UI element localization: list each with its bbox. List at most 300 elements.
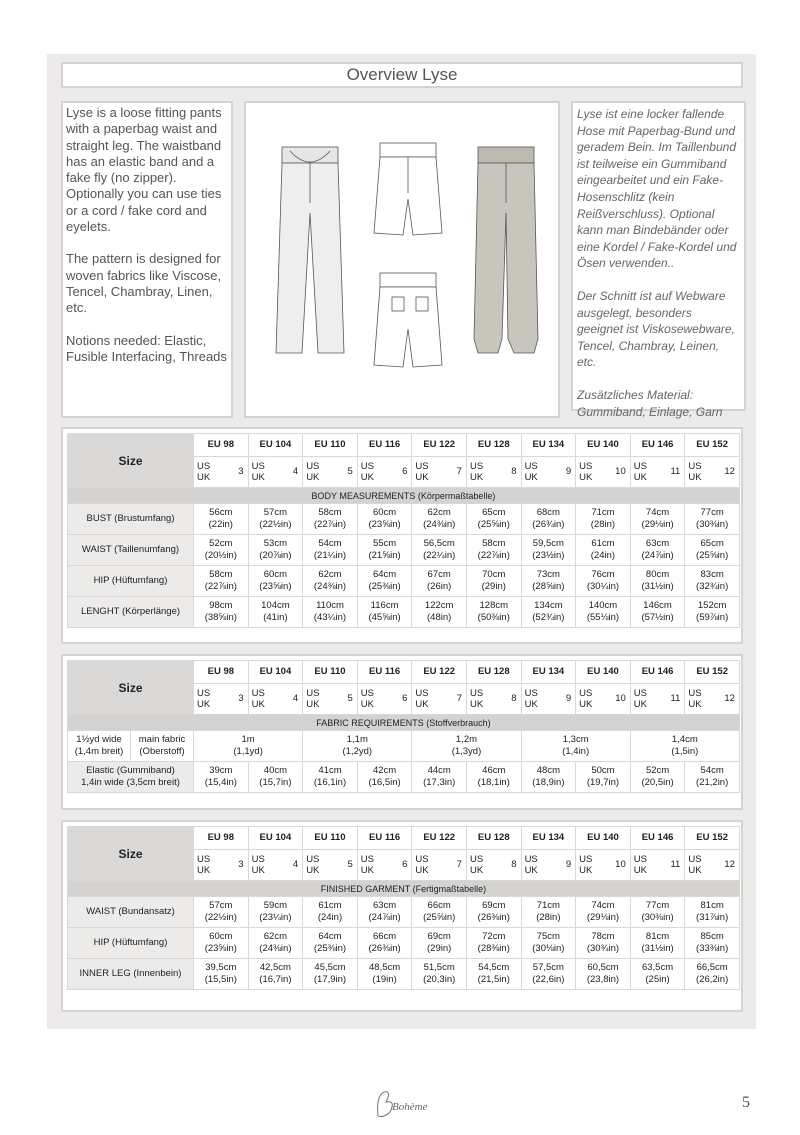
measurement-cell — [576, 762, 631, 793]
size-us-uk — [521, 850, 576, 881]
value-in: (45⅝in) — [368, 612, 401, 623]
us-label: US — [197, 461, 211, 472]
us-size-number: 6 — [402, 859, 408, 870]
measurement-cell — [630, 566, 685, 597]
us-label: US — [415, 854, 429, 865]
value-cm: 1,4cm — [671, 734, 698, 745]
size-us-uk — [576, 684, 631, 715]
value-in: (50⅜in) — [477, 612, 510, 623]
value-cm: 60,5cm — [587, 962, 619, 973]
us-size-number: 6 — [402, 466, 408, 477]
value-cm: 41cm — [318, 765, 342, 776]
measurement-cell — [194, 959, 249, 990]
size-eu: EU 110 — [303, 661, 358, 684]
value-cm: 56,5cm — [423, 538, 455, 549]
measurement-cell — [576, 535, 631, 566]
value-cm: 52cm — [645, 765, 670, 776]
description-de-3: Zusätzliches Material: Gummiband, Einlage, Garn — [577, 387, 723, 419]
measurement-cell — [194, 928, 249, 959]
size-us-uk — [685, 684, 740, 715]
measurement-cell — [630, 535, 685, 566]
size-us-uk — [630, 684, 685, 715]
value-cm: 42,5cm — [259, 962, 291, 973]
value-cm: 72cm — [482, 931, 506, 942]
us-label: US — [633, 688, 647, 699]
value-in: (20½in) — [204, 550, 237, 561]
value-cm: 54cm — [318, 538, 342, 549]
value-in: (23,8in) — [586, 974, 620, 985]
size-us-uk — [466, 850, 521, 881]
value-cm: 83cm — [700, 569, 724, 580]
value-cm: 122cm — [424, 600, 454, 611]
uk-label: UK — [469, 865, 484, 876]
value-cm: 63cm — [372, 900, 397, 911]
value-in: (25⅝in) — [696, 550, 729, 561]
uk-label: UK — [633, 472, 647, 483]
measurement-cell — [630, 762, 685, 793]
measurement-cell — [466, 959, 521, 990]
size-us-uk — [194, 684, 249, 715]
value-cm: 39cm — [209, 765, 233, 776]
description-de-1: Lyse ist eine locker fallende Hose mit Paperbag-Bund und geradem Bein. Im Taillenbund ist teilweise ein Gummiband eingearbeitet und ein Fake-Hosenschlitz (kein Reißverschluss). Optional kann man Bindebänder oder eine Kordel / Fake-Kordel und Ösen verwenden.. — [577, 107, 737, 271]
measurement-cell — [357, 504, 412, 535]
uk-label: UK — [469, 699, 484, 710]
value-in: (23⅝in) — [259, 581, 292, 592]
size-eu: EU 122 — [412, 661, 467, 684]
row-label — [68, 762, 194, 793]
measurement-cell — [685, 535, 740, 566]
measurement-cell — [303, 504, 358, 535]
size-us-uk — [357, 457, 412, 488]
value-in: (20,5in) — [641, 777, 674, 788]
us-size-number: 8 — [511, 693, 517, 704]
value-cm: 51,5cm — [423, 962, 455, 973]
us-size-number: 7 — [456, 859, 462, 870]
size-eu: EU 134 — [521, 434, 576, 457]
uk-label: UK — [688, 699, 702, 710]
value-in: (28in) — [536, 912, 561, 923]
value-in: (57½in) — [641, 612, 674, 623]
size-us-uk — [194, 850, 249, 881]
value-cm: 74cm — [645, 507, 670, 518]
row-label-line: INNER LEG (Innenbein) — [79, 968, 182, 979]
us-size-number: 12 — [724, 859, 735, 870]
size-eu: EU 116 — [357, 827, 412, 850]
value-in: (21¼in) — [313, 550, 347, 561]
uk-label: UK — [360, 865, 374, 876]
size-eu: EU 110 — [303, 827, 358, 850]
size-eu: EU 128 — [466, 661, 521, 684]
section-header: FABRIC REQUIREMENTS (Stoffverbrauch) — [68, 715, 740, 731]
size-us-uk — [630, 457, 685, 488]
us-size-number: 10 — [615, 859, 626, 870]
uk-label: UK — [197, 699, 211, 710]
value-cm: 77cm — [700, 507, 724, 518]
size-eu: EU 128 — [466, 434, 521, 457]
size-eu: EU 134 — [521, 661, 576, 684]
measurement-cell — [303, 566, 358, 597]
description-german — [571, 101, 746, 419]
value-cm: 60cm — [263, 569, 287, 580]
measurement-cell — [412, 566, 467, 597]
value-in: (19,7in) — [586, 777, 620, 788]
logo-text: Bohème — [392, 1101, 428, 1113]
value-cm: 61cm — [318, 900, 342, 911]
value-in: (31½in) — [641, 943, 674, 954]
us-size-number: 3 — [238, 466, 244, 477]
size-us-uk — [521, 457, 576, 488]
size-us-uk — [357, 850, 412, 881]
measurement-cell — [248, 762, 303, 793]
value-in: (19in) — [372, 974, 397, 985]
value-cm: 71cm — [536, 900, 560, 911]
us-label: US — [579, 461, 593, 472]
uk-label: UK — [360, 472, 374, 483]
size-us-uk — [194, 457, 249, 488]
uk-label: UK — [633, 699, 647, 710]
measurement-cell — [303, 928, 358, 959]
row-label-line: HIP (Hüftumfang) — [93, 575, 168, 586]
measurement-cell — [466, 535, 521, 566]
value-cm: 44cm — [427, 765, 451, 776]
uk-label: UK — [415, 699, 429, 710]
body-measurements-box — [61, 427, 743, 644]
value-cm: 85cm — [700, 931, 724, 942]
value-cm: 1,3cm — [562, 734, 589, 745]
value-in: (16,7in) — [259, 974, 292, 985]
measurement-cell — [466, 504, 521, 535]
us-size-number: 12 — [724, 693, 735, 704]
us-size-number: 5 — [347, 693, 353, 704]
value-in: (30¼in) — [586, 581, 620, 592]
uk-label: UK — [524, 472, 538, 483]
measurement-cell — [521, 959, 576, 990]
value-cm: 1,2m — [455, 734, 478, 745]
measurement-cell — [466, 897, 521, 928]
us-size-number: 5 — [347, 859, 353, 870]
value-cm: 46cm — [482, 765, 506, 776]
label-line: main fabric — [138, 734, 186, 745]
measurement-cell — [685, 928, 740, 959]
value-in: (1,3yd) — [451, 746, 482, 757]
value-in: (1,1yd) — [233, 746, 263, 757]
value-cm: 66cm — [427, 900, 451, 911]
value-in: (16,1in) — [313, 777, 347, 788]
size-label: Size — [68, 434, 194, 488]
us-label: US — [306, 688, 320, 699]
technical-drawings — [244, 101, 560, 418]
shorts-front-drawing — [374, 143, 442, 235]
value-cm: 128cm — [479, 600, 509, 611]
value-cm: 62cm — [427, 507, 451, 518]
measurement-cell — [194, 504, 249, 535]
us-size-number: 6 — [402, 693, 408, 704]
us-label: US — [306, 461, 320, 472]
label-line: (Oberstoff) — [139, 746, 185, 757]
size-eu: EU 104 — [248, 827, 303, 850]
value-in: (21,5in) — [477, 974, 510, 985]
value-cm: 62cm — [318, 569, 342, 580]
measurement-cell — [630, 597, 685, 628]
value-in: (22in) — [208, 519, 233, 530]
us-size-number: 10 — [615, 693, 626, 704]
finished-garment-table — [67, 826, 740, 990]
us-size-number: 9 — [565, 466, 572, 477]
value-cm: 54cm — [700, 765, 724, 776]
value-cm: 66,5cm — [696, 962, 728, 973]
value-in: (15,7in) — [259, 777, 292, 788]
value-in: (20,3in) — [423, 974, 456, 985]
size-eu: EU 98 — [194, 434, 249, 457]
size-eu: EU 146 — [630, 661, 685, 684]
size-us-uk — [685, 457, 740, 488]
uk-label: UK — [251, 865, 265, 876]
value-in: (52¾in) — [532, 612, 565, 623]
measurement-cell — [685, 897, 740, 928]
value-cm: 140cm — [588, 600, 618, 611]
value-cm: 57cm — [263, 507, 287, 518]
measurement-cell — [248, 535, 303, 566]
us-label: US — [688, 854, 702, 865]
value-in: (26¾in) — [532, 519, 565, 530]
us-label: US — [469, 688, 484, 699]
value-in: (26⅜in) — [368, 943, 401, 954]
measurement-cell — [412, 504, 467, 535]
value-in: (30⅜in) — [641, 912, 674, 923]
size-us-uk — [357, 684, 412, 715]
value-cm: 76cm — [591, 569, 615, 580]
size-eu: EU 98 — [194, 661, 249, 684]
measurement-cell — [576, 597, 631, 628]
row-label — [68, 959, 194, 990]
value-cm: 65cm — [482, 507, 506, 518]
uk-label: UK — [579, 865, 593, 876]
uk-label: UK — [633, 865, 647, 876]
measurement-cell — [357, 762, 412, 793]
us-label: US — [688, 688, 702, 699]
value-in: (32¾in) — [696, 581, 729, 592]
body-measurements-table — [67, 433, 740, 628]
value-in: (28⅝in) — [532, 581, 565, 592]
us-size-number: 8 — [511, 859, 517, 870]
us-label: US — [360, 854, 374, 865]
value-cm: 61cm — [591, 538, 615, 549]
size-eu: EU 116 — [357, 661, 412, 684]
value-in: (43¼in) — [313, 612, 347, 623]
size-us-uk — [521, 684, 576, 715]
us-size-number: 8 — [511, 466, 517, 477]
measurement-cell — [521, 762, 576, 793]
value-cm: 110cm — [316, 600, 344, 611]
measurement-cell — [576, 959, 631, 990]
value-in: (23½in) — [532, 550, 565, 561]
fabric-width-label — [68, 731, 131, 762]
value-cm: 65cm — [700, 538, 724, 549]
value-in: (38⅝in) — [204, 612, 237, 623]
us-size-number: 4 — [292, 466, 299, 477]
size-us-uk — [630, 850, 685, 881]
description-en-2: The pattern is designed for woven fabrics like Viscose, Tencel, Chambray, Linen, etc. — [66, 251, 222, 316]
measurement-cell — [357, 897, 412, 928]
measurement-cell — [412, 762, 467, 793]
value-cm: 74cm — [591, 900, 615, 911]
long-pants-front-drawing — [276, 147, 344, 353]
value-in: (55⅛in) — [586, 612, 620, 623]
value-in: (29in) — [481, 581, 506, 592]
description-en-3: Notions needed: Elastic, Fusible Interfacing, Threads — [66, 332, 227, 364]
value-cm: 56cm — [209, 507, 233, 518]
value-cm: 58cm — [482, 538, 506, 549]
section-header: FINISHED GARMENT (Fertigmaßtabelle) — [68, 881, 740, 897]
value-in: (24⅞in) — [641, 550, 674, 561]
us-size-number: 7 — [456, 693, 462, 704]
row-label-line: WAIST (Taillenumfang) — [81, 544, 180, 555]
value-cm: 55cm — [372, 538, 397, 549]
shorts-back-drawing — [374, 273, 442, 367]
measurement-cell — [303, 897, 358, 928]
value-in: (23¼in) — [259, 912, 292, 923]
value-cm: 60cm — [372, 507, 397, 518]
row-label — [68, 504, 194, 535]
value-cm: 60cm — [209, 931, 233, 942]
value-cm: 39,5cm — [205, 962, 237, 973]
value-cm: 78cm — [591, 931, 615, 942]
fabric-requirements-table — [67, 660, 740, 793]
us-label: US — [469, 854, 484, 865]
measurement-cell — [357, 566, 412, 597]
us-size-number: 9 — [565, 693, 572, 704]
size-us-uk — [248, 684, 303, 715]
value-cm: 50cm — [591, 765, 615, 776]
measurement-cell — [521, 897, 576, 928]
measurement-cell — [466, 597, 521, 628]
row-label — [68, 897, 194, 928]
value-in: (24in) — [317, 912, 343, 923]
size-eu: EU 152 — [685, 434, 740, 457]
description-de-2: Der Schnitt ist auf Webware ausgelegt, besonders geeignet ist Viskosewebware, Tencel, Chambray, Leinen, etc. — [577, 288, 735, 370]
value-in: (26in) — [427, 581, 452, 592]
value-cm: 59cm — [263, 900, 287, 911]
measurement-cell — [685, 959, 740, 990]
uk-label: UK — [415, 865, 429, 876]
row-label-line: 1,4in wide (3,5cm breit) — [81, 777, 180, 788]
measurement-cell — [630, 959, 685, 990]
uk-label: UK — [360, 699, 374, 710]
measurement-cell — [521, 597, 576, 628]
size-eu: EU 122 — [412, 827, 467, 850]
size-eu: EU 116 — [357, 434, 412, 457]
measurement-cell — [357, 928, 412, 959]
us-label: US — [415, 461, 429, 472]
size-eu: EU 152 — [685, 827, 740, 850]
value-cm: 116cm — [370, 600, 399, 611]
fabric-requirements-box — [61, 654, 743, 810]
value-cm: 64cm — [372, 569, 397, 580]
value-in: (18,9in) — [532, 777, 565, 788]
value-in: (22,6in) — [532, 974, 565, 985]
measurement-cell — [521, 535, 576, 566]
measurement-cell — [248, 597, 303, 628]
value-in: (25in) — [645, 974, 670, 985]
us-size-number: 5 — [347, 466, 353, 477]
value-cm: 98cm — [209, 600, 233, 611]
measurement-cell — [303, 762, 358, 793]
value-cm: 134cm — [534, 600, 563, 611]
value-in: (28⅜in) — [477, 943, 510, 954]
value-cm: 77cm — [645, 900, 670, 911]
value-cm: 57cm — [209, 900, 233, 911]
value-in: (15,5in) — [204, 974, 237, 985]
finished-row-hip — [68, 928, 740, 959]
value-in: (29⅛in) — [641, 519, 674, 530]
us-size-number: 9 — [565, 859, 572, 870]
measurement-cell — [248, 504, 303, 535]
uk-label: UK — [197, 472, 211, 483]
finished-row-waist — [68, 897, 740, 928]
finished-row-inner-leg — [68, 959, 740, 990]
size-eu: EU 104 — [248, 661, 303, 684]
us-label: US — [360, 688, 374, 699]
us-label: US — [469, 461, 484, 472]
body-row-waist — [68, 535, 740, 566]
size-us-uk — [466, 684, 521, 715]
measurement-cell — [357, 959, 412, 990]
measurement-cell — [412, 597, 467, 628]
us-size-number: 11 — [670, 693, 681, 704]
value-cm: 48cm — [536, 765, 560, 776]
us-label: US — [197, 854, 211, 865]
measurement-cell — [630, 928, 685, 959]
us-label: US — [360, 461, 374, 472]
label-line: (1,4m breit) — [74, 746, 124, 757]
value-in: (30⅜in) — [696, 519, 729, 530]
size-us-uk — [576, 457, 631, 488]
value-cm: 42cm — [372, 765, 397, 776]
value-cm: 73cm — [536, 569, 560, 580]
main-fabric-value — [630, 731, 739, 762]
size-eu: EU 110 — [303, 434, 358, 457]
body-row-bust — [68, 504, 740, 535]
measurement-cell — [466, 762, 521, 793]
value-in: (24⅞in) — [368, 912, 401, 923]
uk-label: UK — [197, 865, 211, 876]
size-us-uk — [303, 850, 358, 881]
value-in: (48in) — [427, 612, 452, 623]
value-cm: 67cm — [427, 569, 451, 580]
row-label-line: WAIST (Bundansatz) — [86, 906, 175, 917]
value-cm: 53cm — [263, 538, 287, 549]
us-label: US — [633, 461, 647, 472]
uk-label: UK — [579, 472, 593, 483]
value-cm: 59,5cm — [532, 538, 564, 549]
uk-label: UK — [688, 472, 702, 483]
value-cm: 70cm — [482, 569, 506, 580]
value-cm: 58cm — [209, 569, 233, 580]
us-size-number: 3 — [238, 693, 244, 704]
row-label-line: Elastic (Gummiband) — [86, 765, 175, 776]
row-label — [68, 597, 194, 628]
row-label — [68, 566, 194, 597]
value-in: (29in) — [427, 943, 452, 954]
size-eu: EU 140 — [576, 661, 631, 684]
value-in: (30¾in) — [586, 943, 620, 954]
measurement-cell — [685, 566, 740, 597]
main-fabric-value — [194, 731, 303, 762]
us-label: US — [306, 854, 320, 865]
uk-label: UK — [688, 865, 702, 876]
measurement-cell — [685, 762, 740, 793]
measurement-cell — [194, 762, 249, 793]
